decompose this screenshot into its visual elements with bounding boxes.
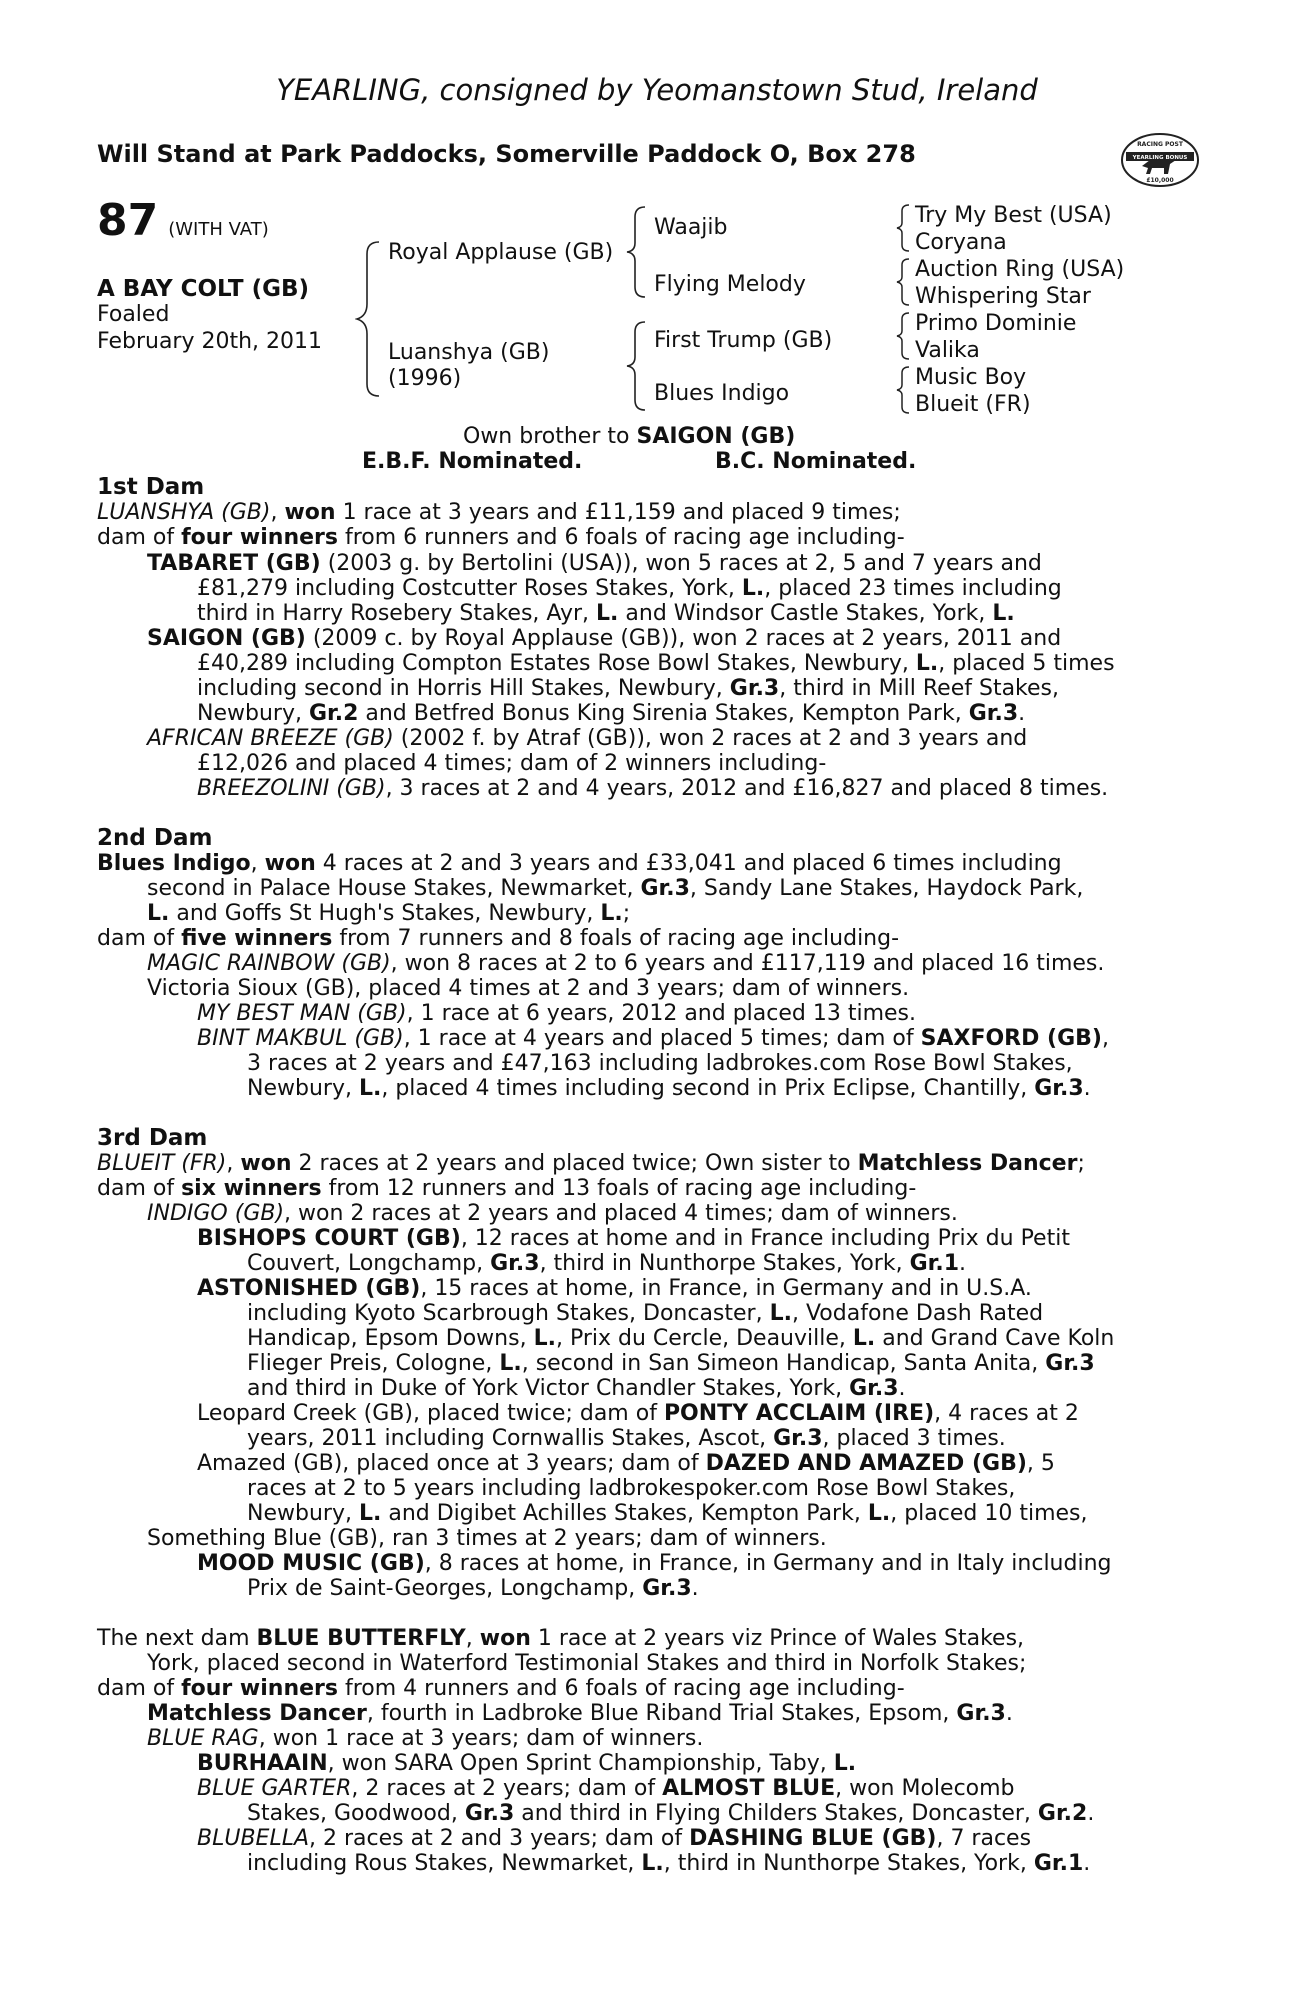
pedigree-gg-4: Whispering Star [915,284,1091,309]
pedigree-brace-g3-3 [895,311,911,361]
pedigree-dam-dam: Blues Indigo [654,381,790,406]
pedigree-brace-sire [625,205,647,300]
pedigree-sire: Royal Applause (GB) [388,240,614,265]
ebf-nominated: E.B.F. Nominated. [362,449,583,474]
pedigree-brace-g3-1 [895,203,911,253]
pedigree-gg-5: Primo Dominie [915,311,1077,336]
pedigree-brace-main [355,240,383,398]
horse-title: A BAY COLT (GB) [97,276,310,302]
pedigree-brace-dam [625,320,647,412]
pedigree-dam-year: (1996) [388,366,462,391]
pedigree-brace-g3-4 [895,365,911,415]
pedigree-sire-sire: Waajib [654,215,728,240]
pedigree-gg-6: Valika [915,338,980,363]
svg-text:£10,000: £10,000 [1146,177,1174,184]
lot-heading [97,195,269,246]
own-brother-note: Own brother to SAIGON (GB) [463,424,796,449]
third-dam-heading: 3rd Dam [97,1125,208,1151]
svg-text:YEARLING BONUS: YEARLING BONUS [1132,155,1188,161]
svg-text:RACING POST: RACING POST [1137,141,1183,148]
pedigree-dam-sire: First Trump (GB) [654,328,833,353]
lot-number: 87 [97,195,159,246]
foaled-date: February 20th, 2011 [97,329,323,354]
pedigree-sire-dam: Flying Melody [654,272,806,297]
stand-location: Will Stand at Park Paddocks, Somerville Paddock O, Box 278 [97,140,916,168]
bc-nominated: B.C. Nominated. [715,449,917,474]
pedigree-gg-2: Coryana [915,230,1007,255]
lot-vat: (WITH VAT) [168,219,269,240]
pedigree-brace-g3-2 [895,257,911,307]
pedigree-dam: Luanshya (GB) [388,340,550,365]
yearling-bonus-logo [1120,130,1200,190]
foaled-label: Foaled [97,302,170,327]
first-dam-heading: 1st Dam [97,474,205,500]
pedigree-gg-3: Auction Ring (USA) [915,257,1125,282]
pedigree-gg-8: Blueit (FR) [915,392,1031,417]
second-dam-heading: 2nd Dam [97,825,213,851]
pedigree-gg-7: Music Boy [915,365,1027,390]
pedigree-gg-1: Try My Best (USA) [915,203,1112,228]
page-subtitle: YEARLING, consigned by Yeomanstown Stud, Ireland [276,73,1038,107]
